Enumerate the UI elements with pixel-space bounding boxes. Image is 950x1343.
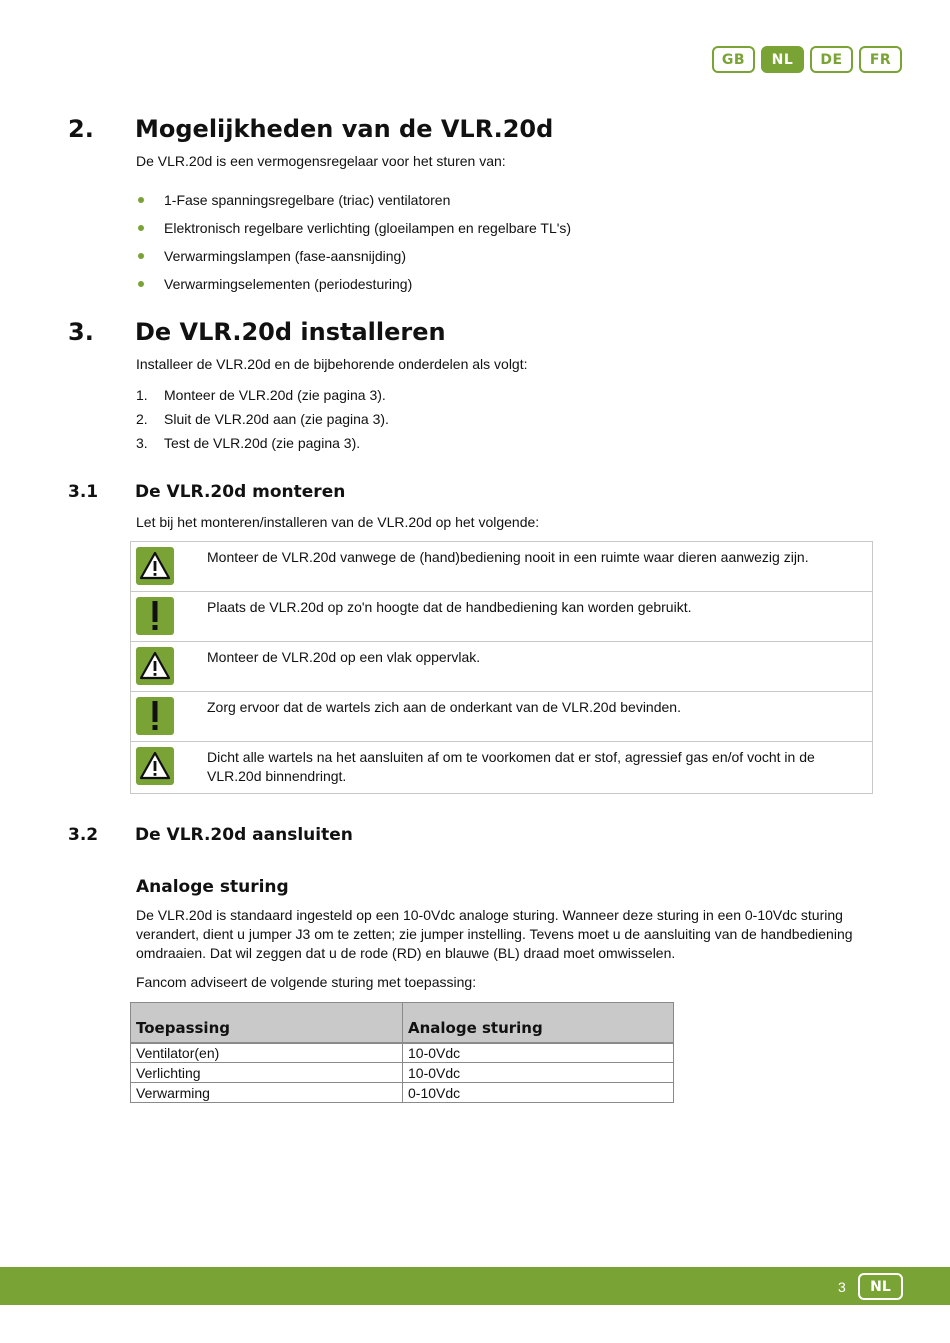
footer-bar: [0, 1267, 950, 1305]
section-3-1-heading: [68, 482, 345, 502]
section-title: De VLR.20d monteren: [135, 482, 346, 502]
exclamation-icon: [136, 597, 174, 635]
install-steps: [136, 383, 389, 455]
list-item: Verwarmingslampen (fase-aansnijding): [136, 242, 571, 270]
table-cell: 0-10Vdc: [403, 1083, 674, 1103]
list-item: 3. Test de VLR.20d (zie pagina 3).: [136, 435, 361, 451]
warning-text: Zorg ervoor dat de wartels zich aan de onderkant van de VLR.20d bevinden.: [207, 699, 681, 715]
column-header: Analoge sturing: [403, 1003, 674, 1043]
table-cell: Verlichting: [131, 1063, 403, 1083]
warning-text: Dicht alle wartels na het aansluiten af om te voorkomen dat er stof, agressief gas en/of vocht in de VLR.20d binnendringt.: [207, 749, 815, 784]
table-row: [131, 1083, 674, 1103]
bullet-icon: [138, 253, 144, 259]
table-row: [131, 1063, 674, 1083]
section-3-1-intro: Let bij het monteren/installeren van de VLR.20d op het volgende:: [136, 514, 540, 530]
bullet-icon: [138, 281, 144, 287]
table-cell: 10-0Vdc: [403, 1043, 674, 1063]
footer-language-badge: NL: [858, 1273, 903, 1300]
section-title: De VLR.20d aansluiten: [135, 825, 353, 845]
section-number: 3.2: [68, 825, 99, 845]
list-item: 1-Fase spanningsregelbare (triac) ventilatoren: [136, 186, 571, 214]
warning-triangle-icon: [136, 647, 174, 685]
warning-text: Monteer de VLR.20d vanwege de (hand)bediening nooit in een ruimte waar dieren aanwezig zijn.: [207, 549, 809, 565]
section-number: 3.: [68, 318, 94, 346]
exclamation-icon: [136, 697, 174, 735]
list-item: 1. Monteer de VLR.20d (zie pagina 3).: [136, 387, 386, 403]
list-item: 2. Sluit de VLR.20d aan (zie pagina 3).: [136, 411, 389, 427]
lang-tab-fr[interactable]: FR: [859, 46, 902, 73]
lang-tab-de[interactable]: DE: [810, 46, 853, 73]
lang-tab-gb[interactable]: GB: [712, 46, 755, 73]
warning-row: [131, 642, 872, 692]
warning-row: [131, 542, 872, 592]
section-title: De VLR.20d installeren: [135, 318, 446, 346]
section-number: 2.: [68, 115, 94, 143]
section-title: Mogelijkheden van de VLR.20d: [135, 115, 554, 143]
control-table: [130, 1002, 674, 1103]
bullet-icon: [138, 197, 144, 203]
advice-text: Fancom adviseert de volgende sturing met toepassing:: [136, 974, 477, 990]
list-item: Elektronisch regelbare verlichting (gloeilampen en regelbare TL's): [136, 214, 571, 242]
warning-triangle-icon: [136, 747, 174, 785]
warning-row: [131, 742, 872, 793]
warning-text: Plaats de VLR.20d op zo'n hoogte dat de handbediening kan worden gebruikt.: [207, 599, 692, 615]
section-number: 3.1: [68, 482, 99, 502]
section-3-intro: Installeer de VLR.20d en de bijbehorende onderdelen als volgt:: [136, 356, 528, 372]
column-header: Toepassing: [131, 1003, 403, 1043]
capabilities-list: [136, 186, 571, 298]
warnings-table: [130, 541, 873, 794]
lang-tab-nl[interactable]: NL: [761, 46, 804, 73]
warning-text: Monteer de VLR.20d op een vlak oppervlak.: [207, 649, 481, 665]
analog-control-subheading: Analoge sturing: [136, 877, 289, 897]
table-header-row: [131, 1003, 674, 1043]
table-row: [131, 1043, 674, 1063]
page-number: 3: [838, 1279, 846, 1295]
section-3-2-heading: [68, 825, 353, 845]
warning-triangle-icon: [136, 547, 174, 585]
section-3-heading: [68, 318, 446, 346]
section-2-intro: De VLR.20d is een vermogensregelaar voor het sturen van:: [136, 153, 506, 169]
table-cell: Verwarming: [131, 1083, 403, 1103]
language-selector: [712, 46, 902, 73]
warning-row: [131, 692, 872, 742]
section-2-heading: [68, 115, 553, 143]
analog-control-paragraph: De VLR.20d is standaard ingesteld op een 10-0Vdc analoge sturing. Wanneer deze sturing in een 0-10Vdc sturing verandert, dient u jumper J3 om te zetten; zie jumper instelling. Tevens moet u de aansluiting van de handbediening omdraaien. Dat wil zeggen dat u de rode (RD) en blauwe (BL) draad moet omwisselen.: [136, 907, 853, 961]
bullet-icon: [138, 225, 144, 231]
list-item: Verwarmingselementen (periodesturing): [136, 270, 571, 298]
table-cell: 10-0Vdc: [403, 1063, 674, 1083]
table-cell: Ventilator(en): [131, 1043, 403, 1063]
warning-row: [131, 592, 872, 642]
